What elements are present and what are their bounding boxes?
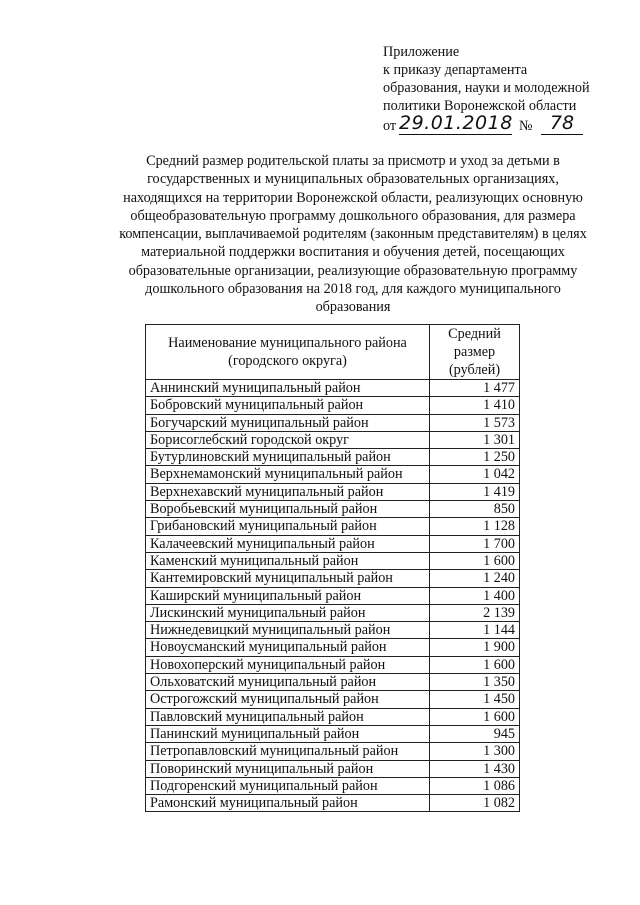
municipality-name: Калачеевский муниципальный район — [146, 535, 430, 552]
municipality-name: Бобровский муниципальный район — [146, 397, 430, 414]
municipality-name: Подгоренский муниципальный район — [146, 777, 430, 794]
fee-table — [145, 324, 520, 812]
table-row — [146, 397, 520, 414]
municipality-name: Грибановский муниципальный район — [146, 518, 430, 535]
table-row — [146, 604, 520, 621]
municipality-name: Каменский муниципальный район — [146, 552, 430, 569]
header-average-size — [430, 325, 520, 380]
average-fee-value: 1 600 — [430, 656, 520, 673]
table-row — [146, 795, 520, 812]
header-text: (городского округа) — [228, 353, 347, 369]
table-row — [146, 587, 520, 604]
order-from-label: от — [383, 118, 397, 134]
title-line: образования — [315, 299, 391, 316]
average-fee-value: 2 139 — [430, 604, 520, 621]
municipality-name: Павловский муниципальный район — [146, 708, 430, 725]
municipality-name: Новохоперский муниципальный район — [146, 656, 430, 673]
table-row — [146, 639, 520, 656]
order-date: 29.01.2018 — [399, 112, 513, 134]
table-row — [146, 518, 520, 535]
title-line: государственных и муниципальных образовательных организациях, — [147, 171, 559, 188]
municipality-name: Борисоглебский городской округ — [146, 431, 430, 448]
average-fee-value: 945 — [430, 725, 520, 742]
title-line: дошкольного образования на 2018 год, для каждого муниципального — [145, 281, 561, 298]
title-line: общеобразовательную программу дошкольного образования, для размера — [130, 207, 576, 224]
table-row — [146, 777, 520, 794]
appendix-block — [383, 43, 633, 135]
municipality-name: Ольховатский муниципальный район — [146, 674, 430, 691]
table-row — [146, 449, 520, 466]
municipality-name: Нижнедевицкий муниципальный район — [146, 622, 430, 639]
municipality-name: Бутурлиновский муниципальный район — [146, 449, 430, 466]
appendix-title: Приложение — [383, 44, 460, 60]
average-fee-value: 1 082 — [430, 795, 520, 812]
municipality-name: Поворинский муниципальный район — [146, 760, 430, 777]
title-line: материальной поддержки воспитания и обучения детей, посещающих — [141, 244, 565, 261]
table-row — [146, 674, 520, 691]
municipality-name: Кантемировский муниципальный район — [146, 570, 430, 587]
average-fee-value: 1 573 — [430, 414, 520, 431]
table-row — [146, 708, 520, 725]
average-fee-value: 1 128 — [430, 518, 520, 535]
average-fee-value: 1 450 — [430, 691, 520, 708]
average-fee-value: 850 — [430, 501, 520, 518]
table-row — [146, 622, 520, 639]
table-row — [146, 380, 520, 397]
average-fee-value: 1 430 — [430, 760, 520, 777]
header-text: (рублей) — [448, 362, 501, 378]
average-fee-value: 1 042 — [430, 466, 520, 483]
municipality-name: Панинский муниципальный район — [146, 725, 430, 742]
municipality-name: Новоусманский муниципальный район — [146, 639, 430, 656]
order-number: 78 — [541, 112, 583, 135]
title-line: находящихся на территории Воронежской области, реализующих основную — [123, 189, 583, 206]
table-row — [146, 725, 520, 742]
municipality-name: Богучарский муниципальный район — [146, 414, 430, 431]
header-text: Средний — [448, 326, 501, 342]
table-row — [146, 760, 520, 777]
appendix-line: образования, науки и молодежной — [383, 80, 590, 96]
municipality-name: Каширский муниципальный район — [146, 587, 430, 604]
average-fee-value: 1 410 — [430, 397, 520, 414]
average-fee-value: 1 600 — [430, 708, 520, 725]
average-fee-value: 1 086 — [430, 777, 520, 794]
table-row — [146, 483, 520, 500]
table-row — [146, 552, 520, 569]
table-row — [146, 535, 520, 552]
municipality-name: Рамонский муниципальный район — [146, 795, 430, 812]
municipality-name: Воробьевский муниципальный район — [146, 501, 430, 518]
municipality-name: Верхнемамонский муниципальный район — [146, 466, 430, 483]
table-row — [146, 691, 520, 708]
average-fee-value: 1 300 — [430, 743, 520, 760]
title-line: образовательные организации, реализующие образовательную программу — [128, 262, 578, 279]
appendix-line: к приказу департамента — [383, 62, 528, 78]
table-row — [146, 656, 520, 673]
table-row — [146, 743, 520, 760]
header-municipality — [146, 325, 430, 380]
average-fee-value: 1 144 — [430, 622, 520, 639]
average-fee-value: 1 419 — [430, 483, 520, 500]
header-text: Наименование муниципального района — [168, 335, 407, 351]
order-number-label: № — [519, 118, 533, 134]
document-title — [110, 152, 596, 317]
municipality-name: Петропавловский муниципальный район — [146, 743, 430, 760]
average-fee-value: 1 301 — [430, 431, 520, 448]
table-row — [146, 431, 520, 448]
average-fee-value: 1 700 — [430, 535, 520, 552]
appendix-line: политики Воронежской области — [383, 98, 577, 114]
municipality-name: Острогожский муниципальный район — [146, 691, 430, 708]
municipality-name: Лискинский муниципальный район — [146, 604, 430, 621]
average-fee-value: 1 600 — [430, 552, 520, 569]
table-header-row — [146, 325, 520, 380]
average-fee-value: 1 240 — [430, 570, 520, 587]
average-fee-value: 1 350 — [430, 674, 520, 691]
table-row — [146, 414, 520, 431]
municipality-name: Верхнехавский муниципальный район — [146, 483, 430, 500]
title-line: компенсации, выплачиваемой родителям (законным представителям) в целях — [119, 226, 587, 243]
average-fee-value: 1 400 — [430, 587, 520, 604]
average-fee-value: 1 900 — [430, 639, 520, 656]
table-row — [146, 570, 520, 587]
average-fee-value: 1 477 — [430, 380, 520, 397]
municipality-name: Аннинский муниципальный район — [146, 380, 430, 397]
order-reference — [383, 112, 633, 135]
table-row — [146, 466, 520, 483]
header-text: размер — [453, 344, 496, 360]
table-row — [146, 501, 520, 518]
average-fee-value: 1 250 — [430, 449, 520, 466]
title-line: Средний размер родительской платы за присмотр и уход за детьми в — [146, 153, 560, 169]
